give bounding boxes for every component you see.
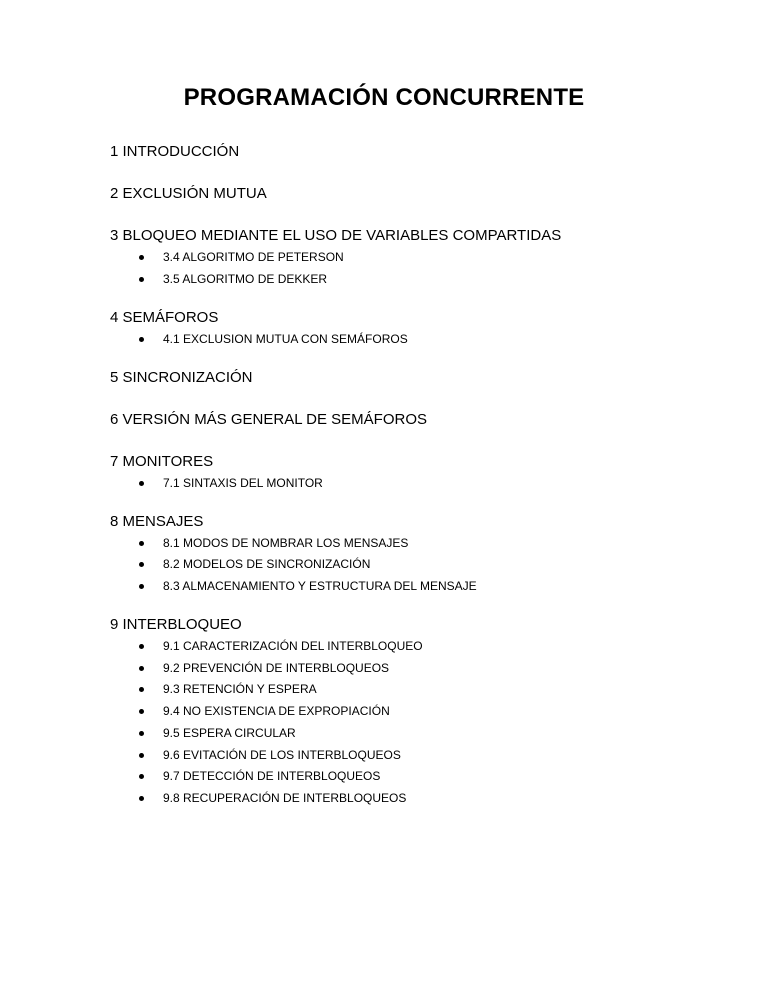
subsection-item <box>110 557 730 572</box>
subsection-item <box>110 272 730 287</box>
bullet-icon <box>139 774 144 779</box>
subsection-label: 9.7 DETECCIÓN DE INTERBLOQUEOS <box>163 769 381 784</box>
subsection-item <box>110 579 730 594</box>
subsection-item <box>110 791 730 806</box>
subsection-label: 8.2 MODELOS DE SINCRONIZACIÓN <box>163 557 371 572</box>
subsection-list <box>110 332 730 347</box>
subsection-label: 9.2 PREVENCIÓN DE INTERBLOQUEOS <box>163 660 390 675</box>
toc-section <box>110 225 730 287</box>
bullet-icon <box>139 337 144 342</box>
subsection-label: 7.1 SINTAXIS DEL MONITOR <box>163 475 323 490</box>
bullet-icon <box>139 644 144 649</box>
bullet-icon <box>139 481 144 486</box>
bullet-icon <box>139 687 144 692</box>
subsection-item <box>110 332 730 347</box>
toc-section <box>110 141 730 163</box>
subsection-list <box>110 536 730 594</box>
subsection-item <box>110 661 730 676</box>
subsection-label: 3.5 ALGORITMO DE DEKKER <box>163 271 328 286</box>
section-heading: 5 SINCRONIZACIÓN <box>110 368 253 386</box>
subsection-label: 8.1 MODOS DE NOMBRAR LOS MENSAJES <box>163 535 409 550</box>
subsection-label: 8.3 ALMACENAMIENTO Y ESTRUCTURA DEL MENSAJE <box>163 579 477 594</box>
subsection-list <box>110 476 730 491</box>
subsection-label: 9.1 CARACTERIZACIÓN DEL INTERBLOQUEO <box>163 639 423 654</box>
subsection-label: 9.3 RETENCIÓN Y ESPERA <box>163 682 317 697</box>
subsection-label: 9.6 EVITACIÓN DE LOS INTERBLOQUEOS <box>163 747 401 762</box>
section-heading: 9 INTERBLOQUEO <box>110 616 242 634</box>
toc-section <box>110 614 730 806</box>
subsection-item <box>110 726 730 741</box>
bullet-icon <box>139 277 144 282</box>
toc-section <box>110 367 730 389</box>
subsection-item <box>110 639 730 654</box>
subsection-label: 4.1 EXCLUSION MUTUA CON SEMÁFOROS <box>163 331 408 346</box>
bullet-icon <box>139 255 144 260</box>
bullet-icon <box>139 731 144 736</box>
toc-section <box>110 409 730 431</box>
section-heading: 1 INTRODUCCIÓN <box>110 143 240 160</box>
section-heading: 4 SEMÁFOROS <box>110 308 219 326</box>
bullet-icon <box>139 753 144 758</box>
subsection-item <box>110 250 730 265</box>
subsection-label: 9.5 ESPERA CIRCULAR <box>163 725 296 740</box>
bullet-icon <box>139 709 144 714</box>
subsection-item <box>110 769 730 784</box>
subsection-list <box>110 250 730 287</box>
subsection-item <box>110 536 730 551</box>
section-heading: 3 BLOQUEO MEDIANTE EL USO DE VARIABLES COMPARTIDAS <box>110 227 562 244</box>
subsection-item <box>110 704 730 719</box>
subsection-list <box>110 639 730 806</box>
bullet-icon <box>139 541 144 546</box>
toc-section <box>110 183 730 205</box>
bullet-icon <box>139 584 144 589</box>
document-title: PROGRAMACIÓN CONCURRENTE <box>183 84 585 111</box>
section-heading: 8 MENSAJES <box>110 512 204 530</box>
subsection-item <box>110 476 730 491</box>
subsection-label: 3.4 ALGORITMO DE PETERSON <box>163 250 344 264</box>
bullet-icon <box>139 796 144 801</box>
toc-section <box>110 307 730 347</box>
toc-section <box>110 451 730 491</box>
bullet-icon <box>139 666 144 671</box>
toc-section <box>110 511 730 594</box>
bullet-icon <box>139 562 144 567</box>
section-heading: 2 EXCLUSIÓN MUTUA <box>110 185 267 202</box>
subsection-label: 9.8 RECUPERACIÓN DE INTERBLOQUEOS <box>163 790 407 805</box>
section-heading: 7 MONITORES <box>110 452 214 470</box>
section-heading: 6 VERSIÓN MÁS GENERAL DE SEMÁFOROS <box>110 410 428 428</box>
subsection-label: 9.4 NO EXISTENCIA DE EXPROPIACIÓN <box>163 704 390 719</box>
table-of-contents <box>110 141 730 826</box>
subsection-item <box>110 682 730 697</box>
subsection-item <box>110 748 730 763</box>
